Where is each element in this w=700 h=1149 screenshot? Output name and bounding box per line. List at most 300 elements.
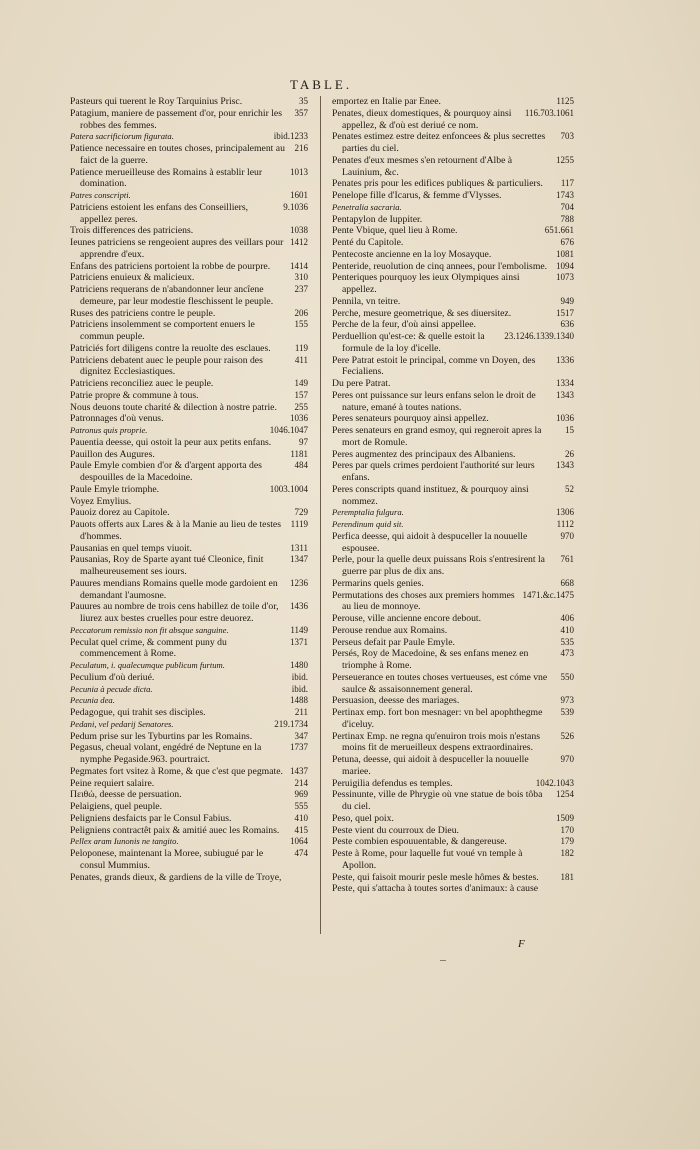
index-entry	[332, 813, 574, 825]
index-entry-page: 970	[560, 754, 574, 764]
index-entry	[332, 355, 574, 379]
index-entry	[70, 848, 308, 872]
index-entry-text: Pessinunte, ville de Phrygie où vne statue de bois tôba du ciel.	[332, 789, 543, 812]
index-entry	[332, 519, 574, 531]
index-entry-text: Penates d'eux mesmes s'en retournent d'Albe à Lauinium, &c.	[332, 154, 513, 178]
index-entry-page: 9.1036	[283, 201, 308, 212]
index-entry-page: 1343	[556, 389, 574, 400]
index-entry-text: Peste vient du courroux de Dieu.	[332, 824, 459, 836]
index-entry	[332, 108, 574, 132]
index-entry-text: Perfica deesse, qui aidoit à despuceller la nouuelle espousee.	[332, 530, 528, 554]
index-entry-text: Patriciens debatent auec le peuple pour raison des dignitez Ecclesiastiques.	[70, 354, 263, 378]
index-entry	[70, 308, 308, 320]
index-entry-text: Patriciens enuieux & malicieux.	[70, 272, 195, 284]
index-entry-text: Pentapylon de Iuppiter.	[332, 213, 423, 225]
index-entry	[70, 789, 308, 801]
index-entry-page: 1236	[290, 577, 308, 588]
index-entry-page: 636	[560, 319, 574, 330]
index-entry-text: Perendinum quid sit.	[332, 519, 404, 529]
index-entry-text: Pente Vbique, quel lieu à Rome.	[332, 225, 458, 237]
index-entry-text: Peste à Rome, pour laquelle fut voué vn temple à Apollon.	[332, 848, 523, 871]
index-entry	[70, 484, 308, 496]
index-entry	[332, 648, 574, 672]
index-entry-text: Pellex aram Iunonis ne tangito.	[70, 836, 179, 847]
index-entry-text: Penates, dieux domestiques, & pourquoy ainsi appellez, & d'où est deriué ce nom.	[332, 107, 512, 131]
index-entry-page: 157	[294, 389, 308, 400]
index-entry	[70, 460, 308, 484]
index-entry-page: 1371	[290, 636, 308, 647]
index-entry	[332, 613, 574, 625]
index-entry-page: 1306	[556, 507, 574, 518]
index-entry	[332, 131, 574, 155]
index-entry-page: 52	[565, 483, 574, 494]
index-entry-page: 1509	[556, 812, 574, 823]
index-entry	[70, 378, 308, 390]
index-entry-text: Pedagogue, qui trahit ses disciples.	[70, 707, 206, 718]
index-entry	[70, 836, 308, 848]
index-entry-text: Perseuerance en toutes choses vertueuses, est cóme vne saulce & assaisonnement general.	[332, 671, 548, 695]
index-entry	[70, 778, 308, 790]
index-entry	[70, 131, 308, 143]
index-entry-text: Pasteurs qui tuerent le Roy Tarquinius Prisc.	[70, 96, 243, 107]
index-entry-page: 406	[560, 613, 574, 623]
index-entry-text: Pedum prise sur les Tyburtins par les Romains.	[70, 730, 253, 742]
index-entry-page: 206	[294, 307, 308, 318]
signature-mark: F	[518, 938, 525, 950]
index-entry	[332, 578, 574, 590]
index-entry	[70, 96, 308, 108]
index-entry	[332, 96, 574, 108]
index-entry	[332, 625, 574, 637]
index-entry	[332, 460, 574, 484]
index-entry-page: 170	[560, 824, 574, 835]
index-entry	[70, 813, 308, 825]
index-entry-text: Permutations des choses aux premiers hommes au lieu de monnoye.	[332, 589, 515, 613]
index-entry-page: 216	[294, 143, 308, 153]
index-entry-page: 347	[294, 730, 308, 741]
index-entry-page: 1601	[290, 190, 308, 200]
index-entry-page: ibid.	[291, 683, 308, 694]
index-entry-text: Patera sacrificiorum figurata.	[70, 131, 174, 142]
index-entry	[332, 225, 574, 237]
index-entry-page: 181	[560, 871, 574, 882]
index-entry-text: Enfans des patriciens portoient la robbe de pourpre.	[70, 260, 271, 272]
index-entry-page: 973	[560, 695, 574, 706]
index-entry-text: Patriciens insolemment se comportent enuers le commun peuple.	[70, 319, 255, 342]
index-entry-page: 555	[294, 801, 308, 811]
index-entry	[332, 707, 574, 731]
index-entry-page: 237	[294, 284, 308, 294]
index-entry-text: Persés, Roy de Macedoine, & ses enfans menez en triomphe à Rome.	[332, 648, 529, 671]
index-entry-text: Πειθώ, deesse de persuation.	[70, 789, 182, 801]
index-entry-text: Perle, pour la quelle deux puissans Rois s'entresirent la guerre par plus de dix ans.	[332, 554, 545, 577]
index-entry-page: 155	[294, 319, 308, 330]
index-entry-text: Petuna, deesse, qui aidoit à despuceller la nouuelle mariee.	[332, 754, 529, 777]
index-entry-text: Ieunes patriciens se rengeoient aupres des veillars pour apprendre d'eux.	[70, 237, 284, 260]
index-entry-page: 1737	[290, 742, 308, 753]
index-entry	[70, 543, 308, 555]
index-entry	[70, 601, 308, 625]
index-entry-page: 539	[560, 707, 574, 717]
index-entry-page: 535	[560, 636, 574, 647]
index-entry-page: 1311	[290, 542, 308, 553]
index-entry	[332, 261, 574, 273]
index-entry-page: 255	[294, 401, 308, 412]
index-entry-text: Penetralia sacraria.	[332, 201, 402, 212]
index-entry	[332, 484, 574, 508]
index-entry-text: Peres augmentez des principaux des Albaniens.	[332, 448, 516, 460]
index-entry	[332, 637, 574, 649]
index-column-left	[70, 96, 308, 883]
index-entry-text: Paule Emyle combien d'or & d'argent apporta des despouilles de la Macedoine.	[70, 460, 262, 483]
index-entry-text: Permarins quels genies.	[332, 577, 424, 589]
index-entry-page: 1094	[556, 260, 574, 271]
index-entry-text: Patriciens reconciliez auec le peuple.	[70, 378, 214, 389]
index-entry	[332, 155, 574, 179]
index-entry-page: 410	[560, 624, 574, 635]
index-entry-page: 949	[560, 295, 574, 306]
index-entry	[332, 331, 574, 355]
index-entry-page: 1480	[290, 660, 308, 670]
index-entry	[332, 413, 574, 425]
index-entry-text: Pedani, vel pedarij Senatores.	[70, 718, 174, 729]
index-entry-text: Patrie propre & commune à tous.	[70, 389, 199, 401]
index-entry-page: 473	[560, 648, 574, 659]
index-entry-page: 1064	[290, 836, 308, 847]
index-entry-page: 788	[560, 213, 574, 224]
index-entry	[332, 178, 574, 190]
index-entry-text: Voyez Emylius.	[70, 495, 132, 507]
index-entry-page: 1471.&c.1475	[522, 589, 574, 600]
index-entry	[70, 801, 308, 813]
index-entry-text: Perche de la feur, d'où ainsi appellee.	[332, 319, 476, 331]
index-entry-page: 1336	[556, 354, 574, 365]
index-entry-page: 1119	[290, 519, 308, 529]
index-entry-page: 214	[294, 777, 308, 788]
index-entry	[332, 319, 574, 331]
index-entry	[332, 836, 574, 848]
index-entry	[332, 202, 574, 214]
index-entry-text: Pegasus, cheual volant, engédré de Neptune en la nymphe Pegaside.963. pourtraict.	[70, 742, 262, 765]
index-entry	[70, 742, 308, 766]
index-entry	[70, 437, 308, 449]
index-entry-text: Patronnages d'où venus.	[70, 413, 164, 425]
index-entry	[332, 214, 574, 226]
index-entry-page: 1343	[556, 460, 574, 471]
index-entry	[70, 766, 308, 778]
index-entry	[332, 378, 574, 390]
index-entry	[70, 625, 308, 637]
index-entry-text: Peligniens contractêt paix & amitié auec les Romains.	[70, 824, 280, 836]
index-entry	[70, 825, 308, 837]
index-entry	[70, 108, 308, 132]
index-entry	[70, 578, 308, 602]
index-entry-page: 1517	[556, 307, 574, 318]
index-entry-text: Pertinax Emp. ne regna qu'enuiron trois mois n'estans moins fit de merueilleux despens extraordinaires.	[332, 730, 540, 754]
index-entry	[70, 167, 308, 191]
index-entry-text: Patriciens estoient les enfans des Conseilliers, appellez peres.	[70, 201, 249, 225]
index-entry-page: 1112	[556, 519, 574, 529]
index-entry	[332, 296, 574, 308]
index-entry-text: Patience necessaire en toutes choses, principalement au faict de la guerre.	[70, 143, 285, 166]
index-entry-page: 1437	[290, 765, 308, 776]
index-entry-text: Persuasion, deesse des mariages.	[332, 695, 460, 707]
index-entry-text: Pauures au nombre de trois cens habillez de toile d'or, liurez aux bestes cruelles pour estre deuorez.	[70, 601, 279, 624]
index-entry	[70, 390, 308, 402]
index-entry	[332, 390, 574, 414]
index-entry-page: 526	[560, 730, 574, 741]
index-entry-page: 219.1734	[274, 718, 308, 729]
index-entry-text: Pecunia à pecude dicta.	[70, 683, 153, 694]
index-entry	[70, 660, 308, 672]
index-entry-text: Perouse rendue aux Romains.	[332, 624, 448, 636]
index-entry-page: 211	[294, 707, 308, 717]
index-entry	[332, 672, 574, 696]
index-entry-page: 357	[294, 107, 308, 118]
index-entry-page: 310	[294, 272, 308, 283]
index-entry	[332, 249, 574, 261]
index-entry-page: 1334	[556, 378, 574, 388]
index-entry	[332, 272, 574, 296]
index-entry-page: 474	[294, 848, 308, 858]
index-entry	[332, 695, 574, 707]
index-entry	[70, 425, 308, 437]
index-entry-page: 550	[560, 671, 574, 682]
index-entry	[70, 637, 308, 661]
index-entry-text: Pausanias, Roy de Sparte ayant tué Cleonice, finit malheureusement ses iours.	[70, 554, 264, 577]
index-entry-text: Penelope fille d'Icarus, & femme d'Vlysses.	[332, 190, 502, 201]
index-entry-text: Pertinax emp. fort bon mesnager: vn bel apophthegme d'iceluy.	[332, 707, 543, 730]
index-entry-text: Patience merueilleuse des Romains à establir leur domination.	[70, 166, 263, 190]
index-entry-text: Ruses des patriciens contre le peuple.	[70, 307, 216, 319]
index-entry-page: 1125	[556, 96, 574, 106]
index-entry-page: 410	[294, 812, 308, 823]
index-entry	[332, 425, 574, 449]
index-entry	[70, 202, 308, 226]
index-entry	[332, 554, 574, 578]
index-entry	[70, 319, 308, 343]
index-entry-page: 179	[560, 836, 574, 847]
index-entry-page: 704	[560, 201, 574, 212]
index-entry-text: Pegmates fort vsitez à Rome, & que c'est que pegmate.	[70, 765, 283, 777]
index-entry-text: Nous deuons toute charité & dilection à nostre patrie.	[70, 401, 277, 413]
index-entry-page: 676	[560, 237, 574, 247]
index-entry-page: 1436	[290, 601, 308, 612]
index-entry	[70, 707, 308, 719]
index-entry	[70, 143, 308, 167]
index-entry	[70, 272, 308, 284]
index-entry	[70, 355, 308, 379]
index-entry-text: Perche, mesure geometrique, & ses diuersitez.	[332, 307, 512, 319]
index-entry	[332, 754, 574, 778]
index-entry-page: 97	[299, 436, 308, 447]
index-entry-text: Paule Emyle triomphe.	[70, 483, 160, 495]
index-entry-page: 1013	[290, 166, 308, 177]
index-entry-text: Pauoiz dorez au Capitole.	[70, 507, 170, 519]
index-entry-page: 23.1246.1339.1340	[504, 331, 574, 341]
index-entry-text: Peculat quel crime, & comment puny du commencement à Rome.	[70, 636, 227, 660]
index-entry-text: Du pere Patrat.	[332, 378, 391, 389]
index-entry-page: 969	[294, 789, 308, 800]
index-entry	[70, 284, 308, 308]
index-entry-page: 970	[560, 530, 574, 541]
index-entry-text: Peligniens desfaicts par le Consul Fabius.	[70, 812, 232, 824]
index-entry	[70, 496, 308, 508]
index-entry-page: 1003.1004	[269, 483, 308, 494]
index-entry	[332, 825, 574, 837]
index-entry	[70, 261, 308, 273]
index-entry	[332, 789, 574, 813]
index-entry	[332, 848, 574, 872]
index-entry-text: Peste, qui s'attacha à toutes sortes d'animaux: à cause	[332, 883, 539, 895]
index-entry	[70, 684, 308, 696]
index-entry-text: Patriciens requerans de n'abandonner leur ancîene demeure, par leur modestie fleschissent le peuple.	[70, 284, 274, 307]
index-entry-page: 1038	[290, 225, 308, 236]
index-entry-text: Pentecoste ancienne en la loy Mosayque.	[332, 248, 492, 260]
index-entry-page: 1743	[556, 190, 574, 200]
index-column-right	[332, 96, 574, 895]
index-entry	[70, 402, 308, 414]
index-entry-text: Peres senateurs pourquoy ainsi appellez.	[332, 413, 489, 425]
index-entry-page: 26	[565, 448, 574, 459]
index-entry-text: Peste combien espouuentable, & dangereuse.	[332, 836, 507, 848]
index-entry-page: 415	[294, 824, 308, 835]
index-entry-page: 149	[294, 378, 308, 388]
index-entry-text: Peres ont puissance sur leurs enfans selon le droit de nature, emané à toutes nations.	[332, 389, 536, 413]
index-entry-text: Peculatum, i. qualecumque publicum furtum.	[70, 660, 225, 670]
index-entry-text: Peine requiert salaire.	[70, 777, 155, 789]
index-entry-page: 1414	[290, 260, 308, 271]
index-entry-page: 116.703.1061	[524, 107, 574, 118]
index-entry-text: Peculium d'où deriué.	[70, 671, 155, 683]
index-entry	[332, 731, 574, 755]
index-entry-page: 1036	[290, 413, 308, 424]
index-entry	[70, 872, 308, 884]
index-entry-text: Penates pris pour les edifices publiques & particuliers.	[332, 178, 543, 190]
index-entry-text: emportez en Italie par Enee.	[332, 96, 441, 107]
index-entry-page: 1149	[290, 624, 308, 635]
index-entry-text: Pauillon des Augures.	[70, 448, 155, 460]
index-entry-page: 1046.1047	[269, 425, 308, 435]
index-entry-text: Pennila, vn teitre.	[332, 295, 401, 307]
index-entry-text: Patagium, maniere de passement d'or, pour enrichir les robbes des femmes.	[70, 107, 282, 131]
index-entry	[332, 237, 574, 249]
index-entry-page: 182	[560, 848, 574, 858]
index-entry-page: 1042.1043	[535, 777, 574, 788]
index-entry	[332, 507, 574, 519]
index-entry-page: 668	[560, 577, 574, 588]
index-entry-text: Peccatorum remissio non fit absque sanguine.	[70, 624, 229, 635]
index-entry-text: Penté du Capitole.	[332, 237, 404, 248]
index-entry-page: 119	[294, 342, 308, 353]
index-entry	[332, 590, 574, 614]
index-entry-page: 729	[294, 507, 308, 518]
index-entry-page: 1036	[556, 413, 574, 424]
index-entry	[70, 343, 308, 355]
index-entry-text: Peres senateurs en grand esmoy, qui regneroit apres la mort de Romule.	[332, 425, 542, 448]
index-entry	[332, 308, 574, 320]
index-entry-text: Peso, quel poix.	[332, 812, 394, 824]
index-entry-text: Peruigilia defendus es temples.	[332, 777, 453, 789]
index-entry	[332, 190, 574, 202]
index-entry	[70, 695, 308, 707]
index-entry	[332, 883, 574, 895]
index-entry-page: 1254	[556, 789, 574, 800]
index-entry-page: 1347	[290, 554, 308, 565]
index-entry-page: 1073	[556, 272, 574, 283]
index-entry	[70, 672, 308, 684]
index-entry	[70, 413, 308, 425]
index-entry-page: ibid.	[291, 671, 308, 682]
index-entry	[70, 507, 308, 519]
index-entry-page: 1488	[290, 695, 308, 706]
index-entry-page: 1081	[556, 248, 574, 259]
index-entry-text: Peloponese, maintenant la Moree, subiugué par le consul Mummius.	[70, 848, 264, 871]
index-entry-text: Perouse, ville ancienne encore debout.	[332, 613, 482, 624]
index-entry-text: Pauentia deesse, qui ostoit la peur aux petits enfans.	[70, 436, 272, 448]
index-entry	[332, 872, 574, 884]
running-head: TABLE.	[290, 77, 353, 92]
index-entry	[70, 731, 308, 743]
index-entry-page: ibid.1233	[273, 131, 308, 142]
index-entry	[332, 449, 574, 461]
index-entry-text: Perseus defait par Paule Emyle.	[332, 636, 455, 648]
index-entry-page: 1181	[290, 448, 308, 459]
index-entry-text: Trois differences des patriciens.	[70, 225, 194, 237]
index-entry-page: 35	[299, 96, 308, 106]
index-entry-text: Pausanias en quel temps viuoit.	[70, 542, 192, 554]
index-entry	[70, 519, 308, 543]
index-entry-page: 761	[560, 554, 574, 565]
index-entry-text: Penates estimez estre deitez enfoncees & plus secrettes parties du ciel.	[332, 131, 546, 154]
index-entry	[332, 778, 574, 790]
index-entry-text: Perduellion qu'est-ce: & quelle estoit la formule de la loy d'icelle.	[332, 331, 485, 354]
index-entry	[332, 531, 574, 555]
ink-speck	[440, 960, 446, 961]
index-entry-page: 411	[294, 354, 308, 365]
index-entry	[70, 719, 308, 731]
index-entry-text: Pauures mendians Romains quelle mode gardoient en demandant l'aumosne.	[70, 577, 278, 601]
index-entry-page: 651.661	[544, 225, 574, 236]
index-entry-text: Patres conscripti.	[70, 190, 131, 200]
index-entry-text: Peremptalia fulgura.	[332, 507, 404, 518]
index-entry-page: 1412	[290, 237, 308, 247]
index-entry-text: Pere Patrat estoit le principal, comme vn Doyen, des Fecialiens.	[332, 354, 536, 378]
index-entry-text: Pelaigiens, quel peuple.	[70, 801, 163, 812]
index-entry-page: 484	[294, 460, 308, 471]
index-entry-text: Peste, qui faisoit mourir pesle mesle hômes & bestes.	[332, 871, 539, 883]
index-entry-text: Patronus quis proprie.	[70, 425, 148, 435]
index-entry	[70, 237, 308, 261]
index-entry-text: Pauots offerts aux Lares & à la Manie au lieu de testes d'hommes.	[70, 519, 281, 542]
index-entry-text: Patriciés fort diligens contre la reuolte des esclaues.	[70, 342, 271, 354]
index-entry-page: 117	[560, 178, 574, 189]
index-entry-text: Peres par quels crimes perdoient l'authorité sur leurs enfans.	[332, 460, 535, 483]
index-entry-text: Pecunia dea.	[70, 695, 115, 706]
column-divider	[320, 96, 321, 934]
index-entry	[70, 225, 308, 237]
index-entry-text: Penteride, reuolution de cinq annees, pour l'embolisme.	[332, 260, 548, 272]
index-entry-page: 1255	[556, 154, 574, 165]
index-entry	[70, 554, 308, 578]
index-entry-text: Penates, grands dieux, & gardiens de la ville de Troye,	[70, 871, 282, 883]
index-entry-page: 703	[560, 131, 574, 142]
index-entry-text: Penteriques pourquoy les ieux Olympiques ainsi appellez.	[332, 272, 520, 295]
index-entry	[70, 190, 308, 202]
index-entry	[70, 449, 308, 461]
index-entry-page: 15	[565, 425, 574, 435]
index-entry-text: Peres conscripts quand instituez, & pourquoy ainsi nommez.	[332, 483, 529, 507]
